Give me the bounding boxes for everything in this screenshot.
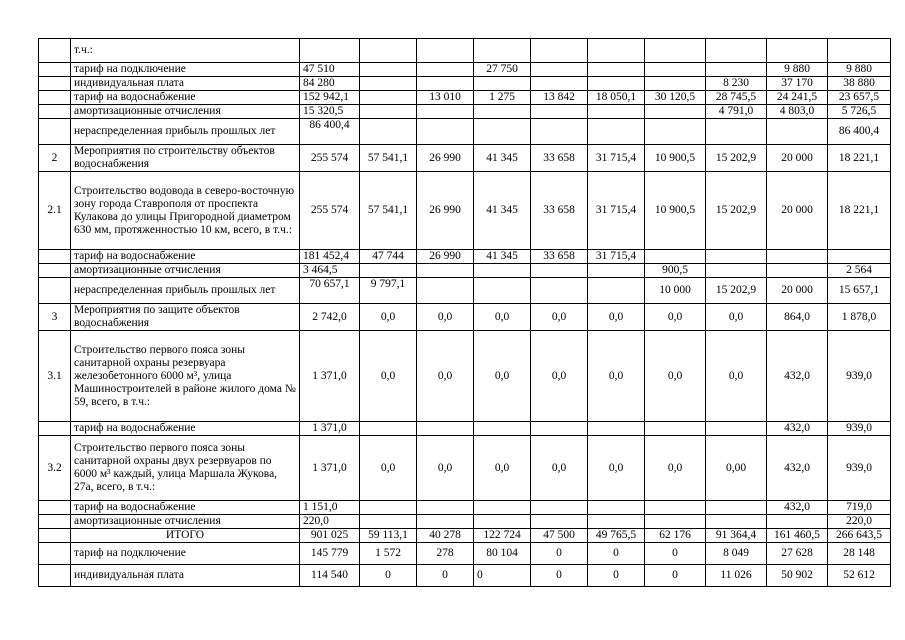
value-cell: 0,0 [531, 436, 588, 501]
value-cell: 33 658 [531, 145, 588, 172]
value-cell: 0,0 [474, 331, 531, 422]
value-cell: 432,0 [767, 501, 828, 515]
value-cell [645, 422, 706, 436]
value-cell: 9 797,1 [360, 278, 417, 304]
value-cell [706, 422, 767, 436]
value-cell [417, 119, 474, 145]
description-cell: тариф на водоснабжение [71, 250, 300, 264]
value-cell: 0 [645, 543, 706, 565]
value-cell [531, 39, 588, 63]
value-cell: 152 942,1 [300, 91, 360, 105]
value-cell: 0,0 [706, 304, 767, 331]
investment-program-table [38, 38, 891, 587]
value-cell: 0 [531, 543, 588, 565]
table-row [39, 250, 891, 264]
value-cell [417, 515, 474, 529]
value-cell [588, 264, 645, 278]
value-cell [828, 250, 891, 264]
row-number-cell [39, 39, 71, 63]
value-cell: 432,0 [767, 422, 828, 436]
value-cell: 15 657,1 [828, 278, 891, 304]
table-row [39, 63, 891, 77]
value-cell: 86 400,4 [300, 119, 360, 145]
value-cell: 40 278 [417, 529, 474, 543]
value-cell: 49 765,5 [588, 529, 645, 543]
row-number-cell [39, 63, 71, 77]
value-cell: 2 564 [828, 264, 891, 278]
value-cell: 31 715,4 [588, 250, 645, 264]
value-cell: 0,0 [706, 331, 767, 422]
value-cell [706, 250, 767, 264]
description-cell: Строительство водовода в северо-восточную зону города Ставрополя от проспекта Кулакова до улицы Пригородной диаметром 630 мм, протяженностью 10 км, всего, в т.ч.: [71, 172, 300, 250]
value-cell: 0,0 [645, 304, 706, 331]
value-cell: 26 990 [417, 172, 474, 250]
value-cell: 80 104 [474, 543, 531, 565]
value-cell: 41 345 [474, 145, 531, 172]
value-cell: 0,0 [360, 436, 417, 501]
value-cell [645, 250, 706, 264]
value-cell: 10 900,5 [645, 145, 706, 172]
value-cell [474, 119, 531, 145]
value-cell: 20 000 [767, 172, 828, 250]
value-cell [645, 515, 706, 529]
table-row [39, 119, 891, 145]
value-cell: 15 202,9 [706, 172, 767, 250]
value-cell: 266 643,5 [828, 529, 891, 543]
row-number-cell: 3.2 [39, 436, 71, 501]
row-number-cell [39, 77, 71, 91]
value-cell: 86 400,4 [828, 119, 891, 145]
value-cell [417, 422, 474, 436]
value-cell: 939,0 [828, 436, 891, 501]
value-cell [474, 39, 531, 63]
value-cell: 0,0 [360, 331, 417, 422]
table-row [39, 436, 891, 501]
description-cell: индивидуальная плата [71, 565, 300, 587]
value-cell: 1 371,0 [300, 436, 360, 501]
value-cell: 1 878,0 [828, 304, 891, 331]
value-cell: 0 [360, 565, 417, 587]
value-cell: 30 120,5 [645, 91, 706, 105]
value-cell: 27 628 [767, 543, 828, 565]
value-cell: 15 320,5 [300, 105, 360, 119]
value-cell [706, 39, 767, 63]
value-cell [531, 422, 588, 436]
row-number-cell: 3 [39, 304, 71, 331]
value-cell [360, 77, 417, 91]
value-cell [767, 250, 828, 264]
value-cell: 220,0 [300, 515, 360, 529]
value-cell: 47 510 [300, 63, 360, 77]
table-row [39, 77, 891, 91]
value-cell [531, 501, 588, 515]
value-cell [360, 515, 417, 529]
row-number-cell: 2 [39, 145, 71, 172]
value-cell: 145 779 [300, 543, 360, 565]
value-cell [645, 39, 706, 63]
value-cell [360, 119, 417, 145]
row-number-cell [39, 501, 71, 515]
value-cell [474, 264, 531, 278]
value-cell: 900,5 [645, 264, 706, 278]
value-cell: 10 900,5 [645, 172, 706, 250]
value-cell: 432,0 [767, 331, 828, 422]
value-cell [531, 278, 588, 304]
value-cell: 901 025 [300, 529, 360, 543]
value-cell [474, 422, 531, 436]
value-cell [474, 515, 531, 529]
value-cell: 23 657,5 [828, 91, 891, 105]
value-cell [417, 39, 474, 63]
value-cell: 0,0 [474, 304, 531, 331]
value-cell: 13 842 [531, 91, 588, 105]
value-cell: 0 [474, 565, 531, 587]
value-cell [706, 501, 767, 515]
value-cell [531, 63, 588, 77]
value-cell: 3 464,5 [300, 264, 360, 278]
value-cell [360, 91, 417, 105]
value-cell: 20 000 [767, 145, 828, 172]
value-cell [531, 77, 588, 91]
value-cell: 0,0 [417, 436, 474, 501]
value-cell: 15 202,9 [706, 145, 767, 172]
value-cell [588, 422, 645, 436]
description-cell: амортизационные отчисления [71, 105, 300, 119]
value-cell: 18 050,1 [588, 91, 645, 105]
value-cell [645, 77, 706, 91]
value-cell [706, 119, 767, 145]
value-cell: 0,0 [645, 436, 706, 501]
value-cell: 0,0 [588, 304, 645, 331]
value-cell: 1 572 [360, 543, 417, 565]
row-number-cell [39, 119, 71, 145]
value-cell: 939,0 [828, 331, 891, 422]
value-cell: 31 715,4 [588, 172, 645, 250]
value-cell: 70 657,1 [300, 278, 360, 304]
value-cell [360, 501, 417, 515]
value-cell [588, 501, 645, 515]
table-row [39, 422, 891, 436]
table-body [39, 39, 891, 587]
value-cell: 18 221,1 [828, 172, 891, 250]
value-cell [474, 77, 531, 91]
value-cell [474, 105, 531, 119]
value-cell [360, 422, 417, 436]
table-row [39, 304, 891, 331]
value-cell: 8 049 [706, 543, 767, 565]
value-cell [645, 119, 706, 145]
row-number-cell [39, 565, 71, 587]
table-row [39, 264, 891, 278]
value-cell: 15 202,9 [706, 278, 767, 304]
row-number-cell [39, 529, 71, 543]
value-cell [531, 119, 588, 145]
value-cell: 9 880 [767, 63, 828, 77]
value-cell: 24 241,5 [767, 91, 828, 105]
value-cell: 432,0 [767, 436, 828, 501]
description-cell: тариф на подключение [71, 63, 300, 77]
value-cell [767, 515, 828, 529]
description-cell: Мероприятия по защите объектов водоснабжения [71, 304, 300, 331]
value-cell [417, 105, 474, 119]
value-cell: 57 541,1 [360, 172, 417, 250]
value-cell [417, 264, 474, 278]
value-cell [645, 501, 706, 515]
description-cell: т.ч.: [71, 39, 300, 63]
value-cell: 27 750 [474, 63, 531, 77]
value-cell: 0 [531, 565, 588, 587]
value-cell [300, 39, 360, 63]
value-cell [531, 105, 588, 119]
value-cell [645, 105, 706, 119]
description-cell: Строительство первого пояса зоны санитарной охраны резервуара железобетонного 6000 м³, улица Машиностроителей в районе жилого дома № 59, всего, в т.ч.: [71, 331, 300, 422]
value-cell: 33 658 [531, 250, 588, 264]
value-cell: 114 540 [300, 565, 360, 587]
row-number-cell: 3.1 [39, 331, 71, 422]
value-cell [706, 63, 767, 77]
value-cell: 18 221,1 [828, 145, 891, 172]
description-cell: амортизационные отчисления [71, 264, 300, 278]
description-cell: ИТОГО [71, 529, 300, 543]
table-row [39, 278, 891, 304]
value-cell: 37 170 [767, 77, 828, 91]
value-cell: 0,0 [474, 436, 531, 501]
value-cell: 47 500 [531, 529, 588, 543]
value-cell: 0 [645, 565, 706, 587]
description-cell: индивидуальная плата [71, 77, 300, 91]
value-cell: 8 230 [706, 77, 767, 91]
value-cell: 9 880 [828, 63, 891, 77]
value-cell: 50 902 [767, 565, 828, 587]
value-cell: 4 803,0 [767, 105, 828, 119]
value-cell: 220,0 [828, 515, 891, 529]
value-cell: 719,0 [828, 501, 891, 515]
value-cell: 38 880 [828, 77, 891, 91]
description-cell: тариф на водоснабжение [71, 91, 300, 105]
row-number-cell [39, 91, 71, 105]
value-cell [531, 264, 588, 278]
description-cell: тариф на подключение [71, 543, 300, 565]
value-cell: 2 742,0 [300, 304, 360, 331]
value-cell: 41 345 [474, 172, 531, 250]
row-number-cell: 2.1 [39, 172, 71, 250]
value-cell: 161 460,5 [767, 529, 828, 543]
row-number-cell [39, 264, 71, 278]
table-row [39, 91, 891, 105]
value-cell: 33 658 [531, 172, 588, 250]
value-cell: 255 574 [300, 172, 360, 250]
table-row [39, 39, 891, 63]
table-row [39, 145, 891, 172]
value-cell: 10 000 [645, 278, 706, 304]
description-cell: Мероприятия по строительству объектов водоснабжения [71, 145, 300, 172]
value-cell: 28 745,5 [706, 91, 767, 105]
value-cell [417, 63, 474, 77]
value-cell [588, 63, 645, 77]
value-cell: 26 990 [417, 250, 474, 264]
value-cell [645, 63, 706, 77]
value-cell: 1 371,0 [300, 331, 360, 422]
value-cell: 1 151,0 [300, 501, 360, 515]
row-number-cell [39, 543, 71, 565]
value-cell: 31 715,4 [588, 145, 645, 172]
value-cell [360, 39, 417, 63]
description-cell: амортизационные отчисления [71, 515, 300, 529]
value-cell: 1 275 [474, 91, 531, 105]
value-cell: 26 990 [417, 145, 474, 172]
value-cell: 0,0 [417, 304, 474, 331]
table-row [39, 105, 891, 119]
value-cell: 57 541,1 [360, 145, 417, 172]
table-row [39, 331, 891, 422]
value-cell: 1 371,0 [300, 422, 360, 436]
value-cell: 62 176 [645, 529, 706, 543]
value-cell: 84 280 [300, 77, 360, 91]
value-cell: 59 113,1 [360, 529, 417, 543]
value-cell [360, 105, 417, 119]
value-cell: 0,0 [531, 304, 588, 331]
value-cell: 278 [417, 543, 474, 565]
value-cell: 91 364,4 [706, 529, 767, 543]
value-cell: 0,0 [645, 331, 706, 422]
value-cell: 0,0 [588, 436, 645, 501]
value-cell [588, 77, 645, 91]
value-cell [828, 39, 891, 63]
value-cell [417, 278, 474, 304]
value-cell: 11 026 [706, 565, 767, 587]
value-cell: 0,0 [417, 331, 474, 422]
row-number-cell [39, 250, 71, 264]
value-cell: 4 791,0 [706, 105, 767, 119]
value-cell: 0,0 [360, 304, 417, 331]
value-cell [417, 77, 474, 91]
value-cell: 864,0 [767, 304, 828, 331]
value-cell: 255 574 [300, 145, 360, 172]
value-cell: 0 [588, 565, 645, 587]
description-cell: тариф на водоснабжение [71, 501, 300, 515]
description-cell: Строительство первого пояса зоны санитарной охраны двух резервуаров по 6000 м³ каждый, улица Маршала Жукова, 27а, всего, в т.ч.: [71, 436, 300, 501]
table-row [39, 543, 891, 565]
description-cell: нераспределенная прибыль прошлых лет [71, 278, 300, 304]
value-cell: 47 744 [360, 250, 417, 264]
description-cell: тариф на водоснабжение [71, 422, 300, 436]
row-number-cell [39, 422, 71, 436]
table-row [39, 515, 891, 529]
value-cell [474, 278, 531, 304]
table-row [39, 565, 891, 587]
row-number-cell [39, 515, 71, 529]
table-row [39, 529, 891, 543]
value-cell: 5 726,5 [828, 105, 891, 119]
value-cell [588, 119, 645, 145]
row-number-cell [39, 105, 71, 119]
row-number-cell [39, 278, 71, 304]
value-cell: 0,0 [531, 331, 588, 422]
value-cell [360, 63, 417, 77]
value-cell: 0,00 [706, 436, 767, 501]
value-cell: 41 345 [474, 250, 531, 264]
value-cell [474, 501, 531, 515]
description-cell: нераспределенная прибыль прошлых лет [71, 119, 300, 145]
value-cell: 28 148 [828, 543, 891, 565]
value-cell [767, 119, 828, 145]
value-cell [588, 105, 645, 119]
value-cell [767, 264, 828, 278]
value-cell: 939,0 [828, 422, 891, 436]
value-cell: 52 612 [828, 565, 891, 587]
value-cell: 122 724 [474, 529, 531, 543]
value-cell [706, 515, 767, 529]
value-cell: 0 [588, 543, 645, 565]
table-row [39, 172, 891, 250]
value-cell: 181 452,4 [300, 250, 360, 264]
value-cell: 0 [417, 565, 474, 587]
value-cell [767, 39, 828, 63]
value-cell: 20 000 [767, 278, 828, 304]
table-row [39, 501, 891, 515]
value-cell [360, 264, 417, 278]
value-cell [706, 264, 767, 278]
value-cell [588, 278, 645, 304]
value-cell [588, 39, 645, 63]
value-cell: 0,0 [588, 331, 645, 422]
value-cell [531, 515, 588, 529]
value-cell [588, 515, 645, 529]
value-cell [417, 501, 474, 515]
value-cell: 13 010 [417, 91, 474, 105]
